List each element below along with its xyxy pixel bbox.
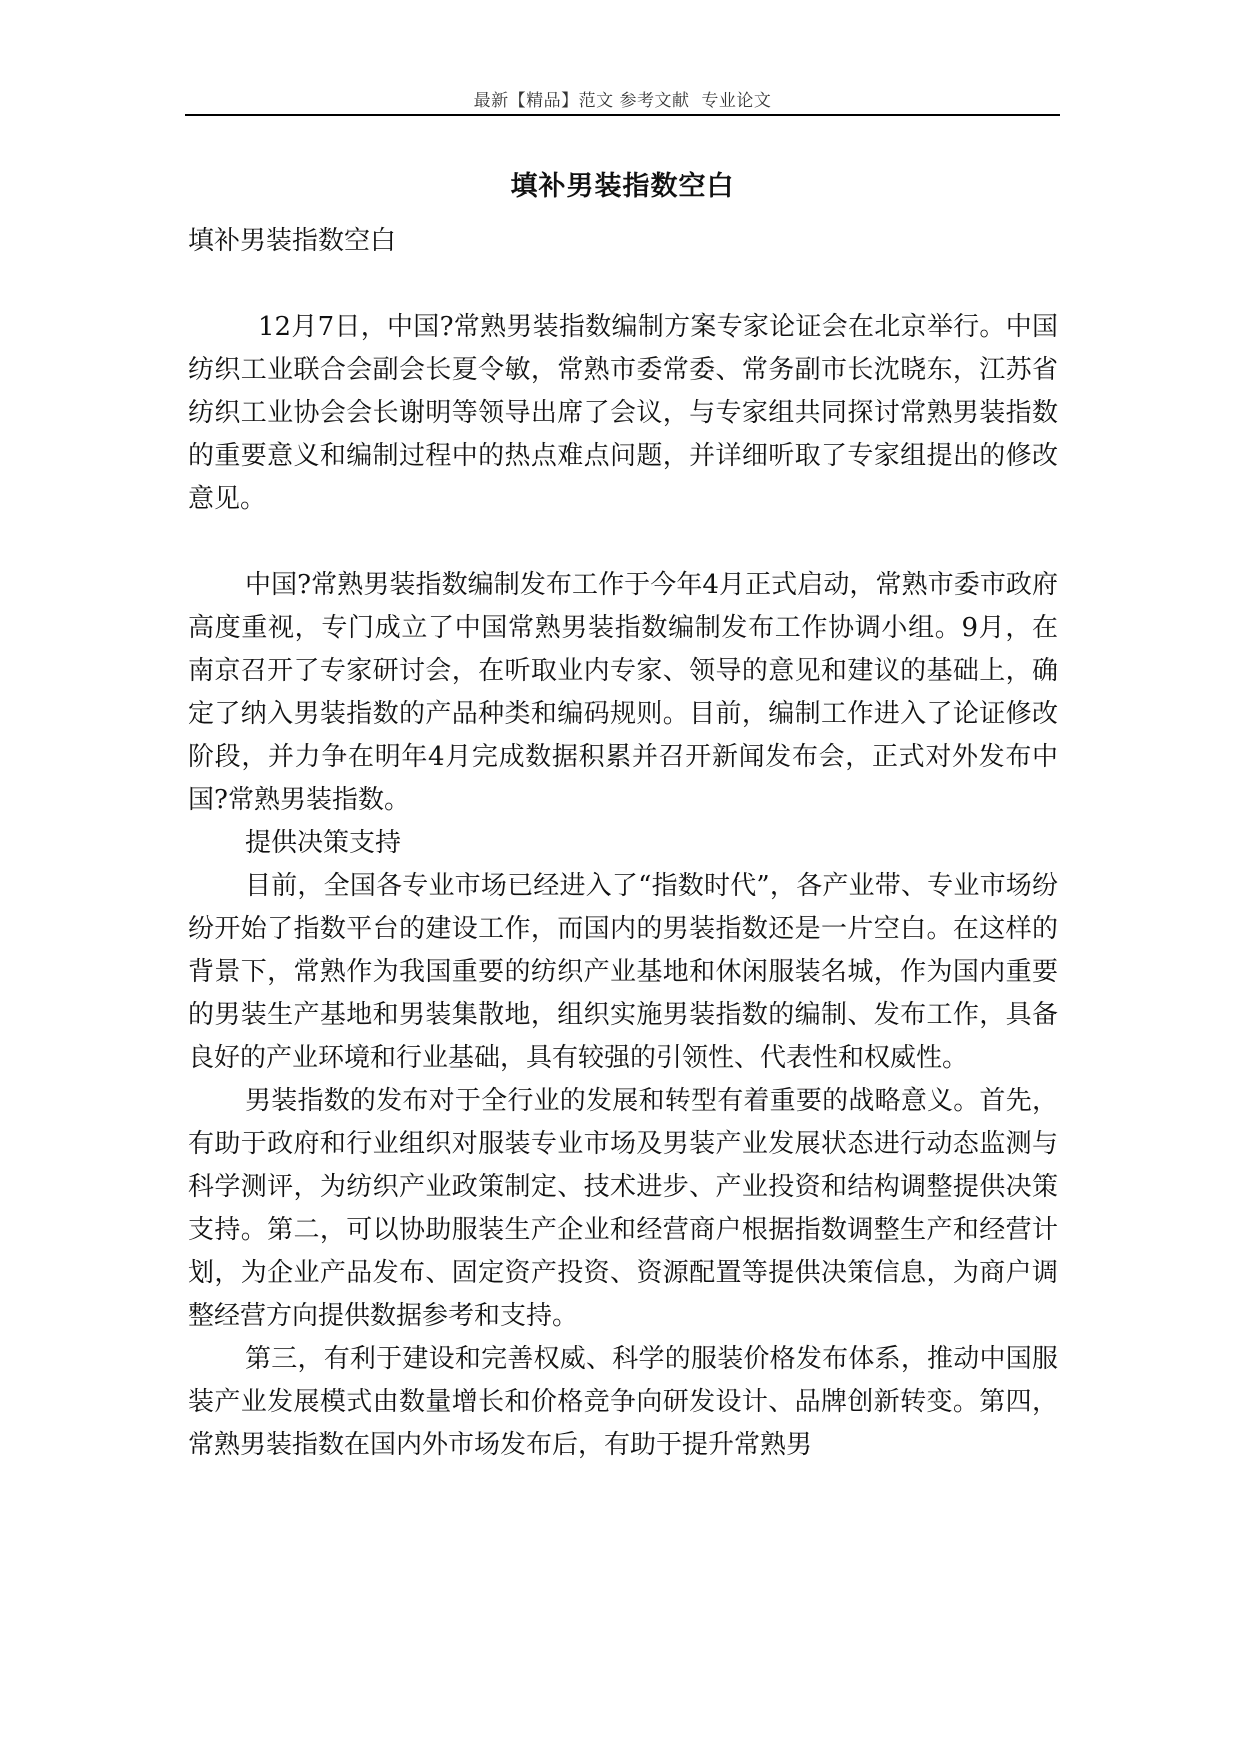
paragraph: 中国?常熟男装指数编制发布工作于今年4月正式启动，常熟市委市政府高度重视，专门成立了中国常熟男装指数编制发布工作协调小组。9月，在南京召开了专家研讨会，在听取业内专家、领导的意见和建议的基础上，确定了纳入男装指数的产品种类和编码规则。目前，编制工作进入了论证修改阶段，并力争在明年4月完成数据积累并召开新闻发布会，正式对外发布中国?常熟男装指数。 (188, 570, 1058, 815)
page-header: 最新【精品】范文 参考文献 专业论文 (473, 91, 772, 111)
document-subtitle: 填补男装指数空白 (188, 226, 397, 256)
document-body (188, 220, 1058, 1467)
paragraph: 男装指数的发布对于全行业的发展和转型有着重要的战略意义。首先，有助于政府和行业组织对服装专业市场及男装产业发展状态进行动态监测与科学测评，为纺织产业政策制定、技术进步、产业投资和结构调整提供决策支持。第二，可以协助服装生产企业和经营商户根据指数调整生产和经营计划，为企业产品发布、固定资产投资、资源配置等提供决策信息，为商户调整经营方向提供数据参考和支持。 (188, 1086, 1058, 1331)
paragraph: 目前，全国各专业市场已经进入了“指数时代”，各产业带、专业市场纷纷开始了指数平台的建设工作，而国内的男装指数还是一片空白。在这样的背景下，常熟作为我国重要的纺织产业基地和休闲服装名城，作为国内重要的男装生产基地和男装集散地，组织实施男装指数的编制、发布工作，具备良好的产业环境和行业基础，具有较强的引领性、代表性和权威性。 (188, 871, 1058, 1073)
paragraph: 第三，有利于建设和完善权威、科学的服装价格发布体系，推动中国服装产业发展模式由数量增长和价格竞争向研发设计、品牌创新转变。第四，常熟男装指数在国内外市场发布后，有助于提升常熟男 (188, 1344, 1058, 1460)
section-heading: 提供决策支持 (245, 828, 402, 858)
document-title: 填补男装指数空白 (510, 171, 735, 202)
paragraph: 12月7日，中国?常熟男装指数编制方案专家论证会在北京举行。中国纺织工业联合会副会长夏令敏，常熟市委常委、常务副市长沈晓东，江苏省纺织工业协会会长谢明等领导出席了会议，与专家组共同探讨常熟男装指数的重要意义和编制过程中的热点难点问题，并详细听取了专家组提出的修改意见。 (188, 312, 1058, 514)
header-divider (185, 114, 1060, 116)
